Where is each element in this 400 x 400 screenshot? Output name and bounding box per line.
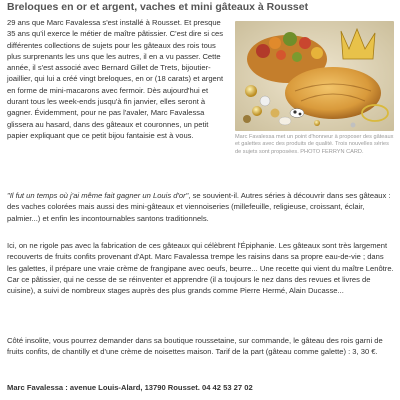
louis-dor-quote: "Il fut un temps où j'ai même fait gagner un Louis d'or" <box>7 191 189 200</box>
article-paragraph-2 <box>7 190 395 224</box>
article-paragraph-3: Ici, on ne rigole pas avec la fabrication de ces gâteaux qui célèbrent l'Épiphanie. Les gâteaux sont très largement recouverts de fruits confits provenant d'Apt. Marc Favalessa trempe les raisins dans sa propre eau-de-vie ; dans les galettes, il prépare une vraie crème de frangipane avec oeufs, beurre... Une recette qui vient du maître Lenôtre. Car ce pâtissier, qui ne cesse de se réinventer et apprendre (il a toujours le nez dans des revues et livres de cuisine), a suivi de nombreux stages auprès des plus grands comme Pierre Hermé, Alain Ducasse... <box>7 241 394 296</box>
article-intro-paragraph: 29 ans que Marc Favalessa s'est installé à Rousset. Et presque 35 ans qu'il exerce le métier de maître pâtissier. C'est dire si ces différentes collections de sujets pour les gâteaux des rois tous plus surprenants les uns que les autres, il en a vu passer. Cette année, il s'est associé avec Bernard Gillet de Trets, bijoutier-joaillier, qui lui a créé vingt breloques, en or (18 carats) et argent en forme de mini-macarons avec fermoir. Dès aujourd'hui et durant tous les week-ends jusqu'à fin janvier, elles seront à gagner. Évidemment, pour ne pas l'avaler, Marc Favalessa glissera au hasard, dans des gâteaux et couronnes, un petit papier expliquant que ce petit bijou fantaisie est à vous. <box>7 18 224 140</box>
photo-caption: Marc Favalessa met un point d'honneur à proposer des gâteaux et galettes avec des produits de qualité. Trois nouvelles séries de sujets sont proposées. PHOTO FERRYN CARD. <box>235 134 394 155</box>
contact-line: Marc Favalessa : avenue Louis-Alard, 13790 Rousset. 04 42 53 27 02 <box>7 383 253 392</box>
paragraph-2-text: , se souvient-il. Autres séries à découvrir dans ses gâteaux : des vaches colorées mais aussi des mini-gâteaux et viennoiseries (millefeuille, religieuse, croissant, éclair, palmier...) et enfin les incontournables santons traditionnels. <box>7 191 391 223</box>
article-figure <box>235 21 394 156</box>
article-photo <box>235 21 394 131</box>
article-paragraph-4: Côté insolite, vous pourrez demander dans sa boutique roussetaine, sur commande, le gâteau des rois garni de fruits confits, de chantilly et d'une crème de noisettes maison. Tarif de la part (gâteau comme galette) : 3, 30 €. <box>7 336 383 357</box>
article-title: Breloques en or et argent, vaches et mini gâteaux à Rousset <box>7 1 309 13</box>
